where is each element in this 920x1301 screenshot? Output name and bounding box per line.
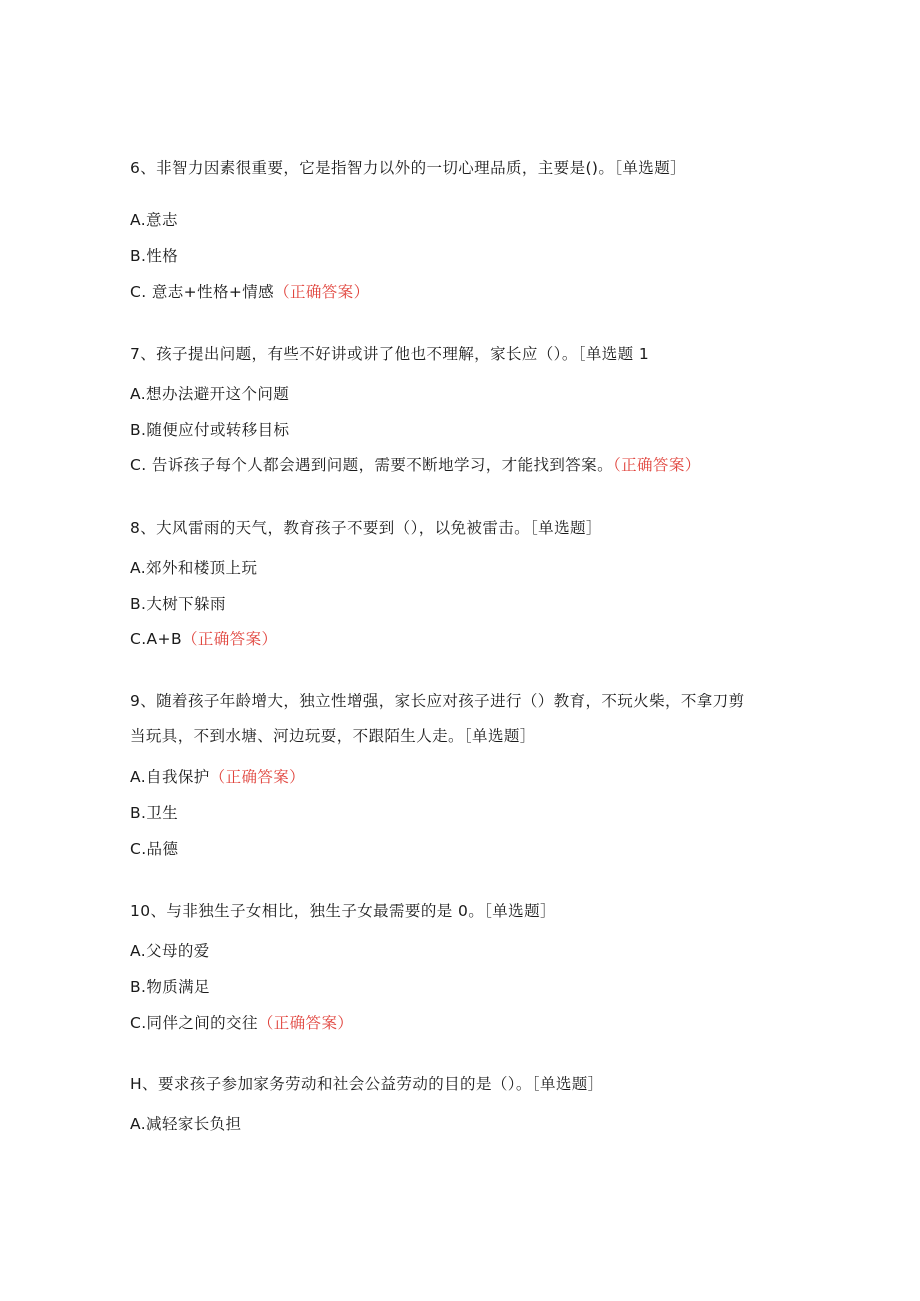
option-a: A.减轻家长负担 (130, 1115, 242, 1133)
option-a: A.意志 (130, 211, 178, 229)
correct-answer-mark: （正确答案） (181, 630, 278, 648)
question-stem: H、要求孩子参加家务劳动和社会公益劳动的目的是（）。［单选题］ (130, 1075, 604, 1093)
option-text: C. 意志+性格+情感 (130, 283, 275, 301)
question-stem: 6、非智力因素很重要，它是指智力以外的一切心理品质，主要是()。［单选题］ (130, 159, 687, 177)
option-text: C. 告诉孩子每个人都会遇到问题，需要不断地学习，才能找到答案。 (130, 456, 613, 474)
question-stem: 8、大风雷雨的天气，教育孩子不要到（），以免被雷击。［单选题］ (130, 519, 602, 537)
option-b: B.随便应付或转移目标 (130, 421, 290, 439)
option-b: B.性格 (130, 247, 179, 265)
option-b: B.卫生 (130, 804, 179, 822)
option-c (130, 281, 369, 303)
option-text: C.A+B (130, 630, 182, 648)
correct-answer-mark: （正确答案） (274, 283, 370, 301)
option-c: C.品德 (130, 840, 179, 858)
option-a (130, 766, 305, 788)
option-c (130, 454, 701, 476)
question-stem: 10、与非独生子女相比，独生子女最需要的是 0。［单选题］ (130, 902, 556, 920)
correct-answer-mark: （正确答案） (209, 768, 306, 786)
question-stem-continued: 当玩具，不到水塘、河边玩耍，不跟陌生人走。［单选题］ (130, 727, 536, 745)
question-stem: 7、孩子提出问题，有些不好讲或讲了他也不理解，家长应（）。［单选题 1 (130, 345, 650, 363)
correct-answer-mark: （正确答案） (612, 456, 701, 474)
option-text: A.自我保护 (130, 768, 210, 786)
option-a: A.父母的爱 (130, 942, 210, 960)
option-a: A.郊外和楼顶上玩 (130, 559, 258, 577)
option-c (130, 1012, 353, 1034)
question-stem: 9、随着孩子年龄增大，独立性增强，家长应对孩子进行（）教育，不玩火柴，不拿刀剪 (130, 692, 745, 710)
option-b: B.大树下躲雨 (130, 595, 226, 613)
option-text: C.同伴之间的交往 (130, 1014, 258, 1032)
option-a: A.想办法避开这个问题 (130, 385, 290, 403)
correct-answer-mark: （正确答案） (257, 1014, 354, 1032)
option-c (130, 628, 277, 650)
option-b: B.物质满足 (130, 978, 210, 996)
